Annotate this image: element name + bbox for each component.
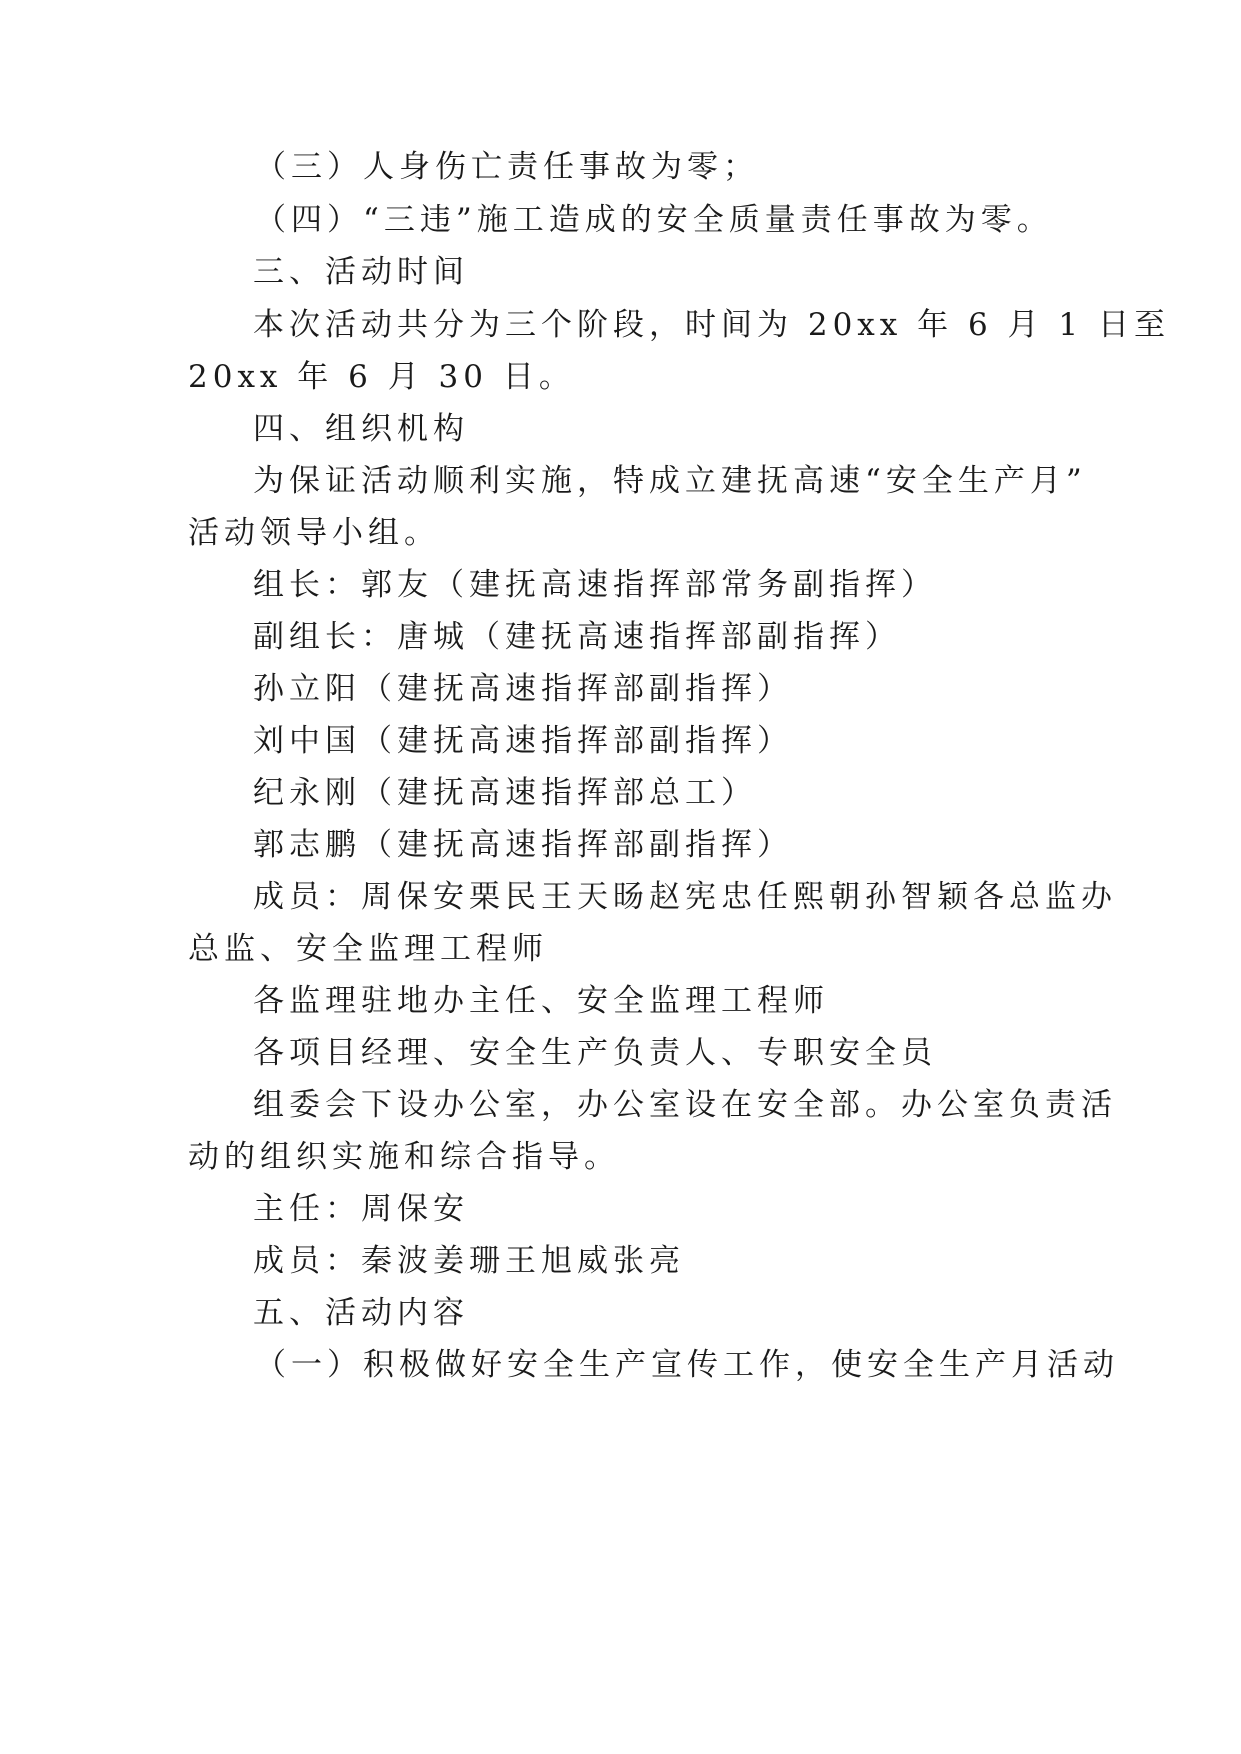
text-line-2: （四）“三违”施工造成的安全质量责任事故为零。 bbox=[255, 202, 1053, 238]
text-line-1: （三）人身伤亡责任事故为零； bbox=[255, 149, 759, 185]
text-line-8: 活动领导小组。 bbox=[188, 515, 440, 551]
text-line-5: 20xx 年 6 月 30 日。 bbox=[188, 359, 575, 395]
text-line-15: 成员：周保安栗民王天旸赵宪忠任熙朝孙智颖各总监办 bbox=[253, 879, 1117, 915]
text-line-16: 总监、安全监理工程师 bbox=[188, 931, 548, 967]
text-line-18: 各项目经理、安全生产负责人、专职安全员 bbox=[253, 1035, 937, 1071]
text-line-24: （一）积极做好安全生产宣传工作，使安全生产月活动 bbox=[255, 1347, 1119, 1383]
text-line-10: 副组长：唐城（建抚高速指挥部副指挥） bbox=[253, 619, 901, 655]
text-line-17: 各监理驻地办主任、安全监理工程师 bbox=[253, 983, 829, 1019]
text-line-12: 刘中国（建抚高速指挥部副指挥） bbox=[253, 723, 793, 759]
text-line-9: 组长：郭友（建抚高速指挥部常务副指挥） bbox=[253, 567, 937, 603]
text-line-14: 郭志鹏（建抚高速指挥部副指挥） bbox=[253, 827, 793, 863]
text-line-7: 为保证活动顺利实施，特成立建抚高速“安全生产月” bbox=[253, 463, 1087, 499]
section-heading-5: 五、活动内容 bbox=[253, 1295, 469, 1331]
text-line-11: 孙立阳（建抚高速指挥部副指挥） bbox=[253, 671, 793, 707]
section-heading-3: 三、活动时间 bbox=[253, 254, 469, 290]
text-line-22: 成员：秦波姜珊王旭威张亮 bbox=[253, 1243, 685, 1279]
text-line-20: 动的组织实施和综合指导。 bbox=[188, 1139, 620, 1175]
text-line-19: 组委会下设办公室，办公室设在安全部。办公室负责活 bbox=[253, 1087, 1117, 1123]
text-line-21: 主任：周保安 bbox=[253, 1191, 469, 1227]
text-line-4: 本次活动共分为三个阶段，时间为 20xx 年 6 月 1 日至 bbox=[253, 307, 1170, 343]
text-line-13: 纪永刚（建抚高速指挥部总工） bbox=[253, 775, 757, 811]
section-heading-4: 四、组织机构 bbox=[253, 411, 469, 447]
